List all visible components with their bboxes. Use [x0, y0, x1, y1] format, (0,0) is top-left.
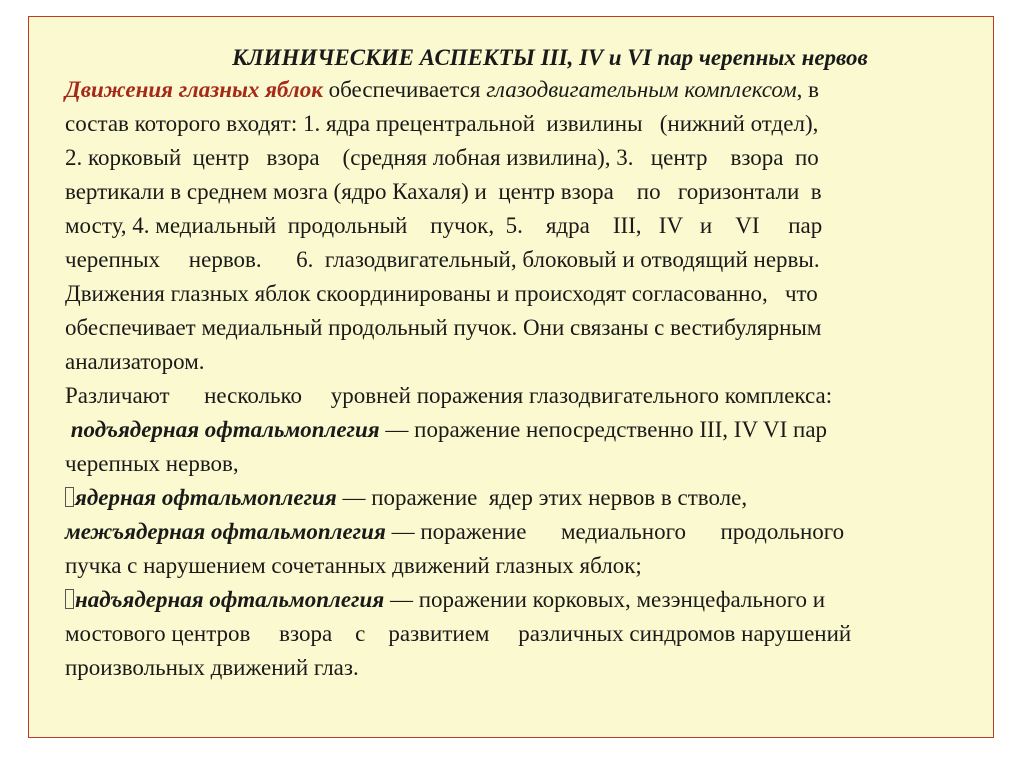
- intro-text-2: , в: [796, 77, 820, 102]
- intro-line-5: мосту, 4. медиальный продольный пучок, 5. ядра III, IV и VI пар: [65, 213, 823, 238]
- intro-line-4: вертикали в среднем мозга (ядро Кахаля) и центр взора по горизонтали в: [65, 179, 822, 204]
- level-item-4-text: — поражении корковых, мезэнцефального и: [384, 587, 826, 612]
- slide-content: [65, 43, 985, 685]
- intro-line-1: [65, 73, 985, 107]
- slide-title: КЛИНИЧЕСКИЕ АСПЕКТЫ III, IV и VI пар черепных нервов: [232, 45, 868, 70]
- intro-paragraph: [65, 73, 985, 277]
- coord-line-1: Движения глазных яблок скоординированы и происходят согласованно, что: [65, 281, 818, 306]
- intro-highlight: Движения глазных яблок: [65, 77, 323, 102]
- level-item-3-text: — поражение медиального продольного: [385, 519, 845, 544]
- intro-line-2: состав которого входят: 1. ядра прецентральной извилины (нижний отдел),: [65, 111, 819, 136]
- coord-line-3: анализатором.: [65, 349, 205, 374]
- level-item-3: [65, 515, 985, 549]
- levels-intro-line: Различают несколько уровней поражения глазодвигательного комплекса:: [65, 383, 833, 408]
- level-item-4-cont-1: мостового центров взора с развитием различных синдромов нарушений: [65, 621, 852, 646]
- intro-italic: глазодвигательным комплексом: [486, 77, 797, 102]
- levels-paragraph: [65, 379, 985, 685]
- level-item-4: [65, 583, 985, 617]
- level-item-2-term: ядерная офтальмоплегия: [75, 485, 337, 510]
- level-item-4-term: надъядерная офтальмоплегия: [75, 587, 385, 612]
- level-item-1: [65, 413, 985, 447]
- intro-line-3: 2. корковый центр взора (средняя лобная извилина), 3. центр взора по: [65, 145, 819, 170]
- intro-line-6: черепных нервов. 6. глазодвигательный, блоковый и отводящий нервы.: [65, 247, 820, 272]
- level-item-2-text: — поражение ядер этих нервов в стволе,: [336, 485, 748, 510]
- level-item-4-cont-2: произвольных движений глаз.: [65, 655, 359, 680]
- level-item-3-term: межъядерная офтальмоплегия: [65, 519, 386, 544]
- level-item-1-text: — поражение непосредственно III, IV VI пар: [379, 417, 828, 442]
- missing-glyph-icon: [65, 589, 74, 609]
- level-item-1-cont: черепных нервов,: [65, 451, 239, 476]
- coordination-paragraph: [65, 277, 985, 379]
- coord-line-2: обеспечивает медиальный продольный пучок. Они связаны с вестибулярным: [65, 315, 822, 340]
- missing-glyph-icon: [65, 487, 74, 507]
- level-item-3-cont: пучка с нарушением сочетанных движений глазных яблок;: [65, 553, 642, 578]
- level-item-1-term: подъядерная офтальмоплегия: [70, 417, 380, 442]
- level-item-2: [65, 481, 985, 515]
- intro-text-1: обеспечивается: [322, 77, 487, 102]
- slide: [28, 16, 994, 738]
